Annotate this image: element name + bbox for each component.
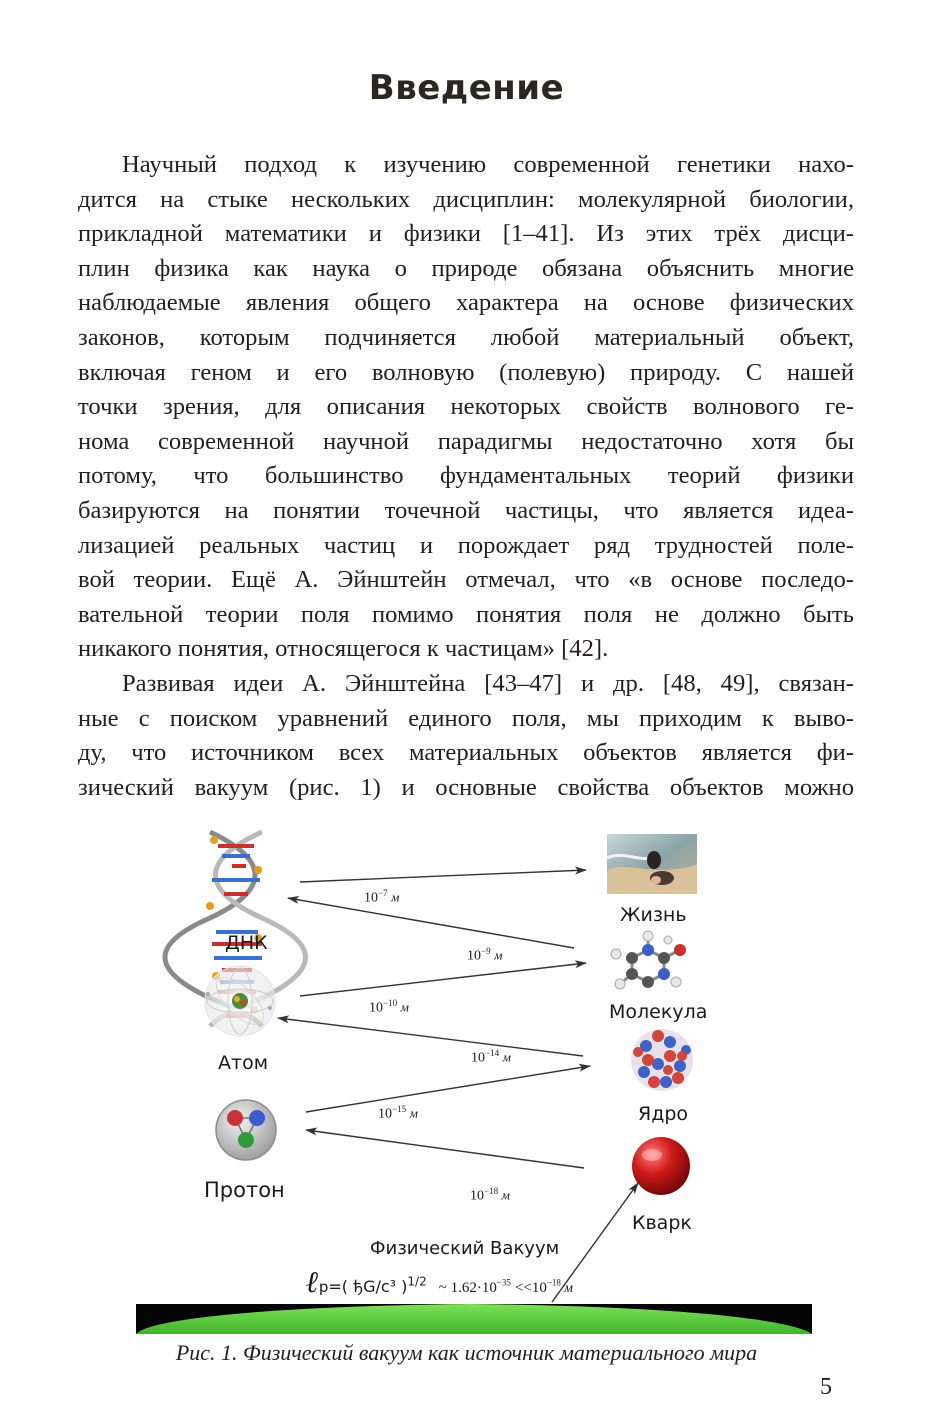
planck-subscript: p	[318, 1278, 329, 1296]
atom-icon	[205, 966, 275, 1036]
figure-diagram	[0, 820, 933, 1340]
text-line: ду, что источником всех материальных объектов является фи-	[78, 739, 854, 767]
figure-1	[0, 820, 933, 1340]
distance-label: $10^{-15}$ м	[378, 1104, 418, 1122]
figure-caption: Рис. 1. Физический вакуум как источник материального мира	[175, 1340, 758, 1365]
text-line: базируются на понятии точечной частицы, что является идеа-	[78, 496, 854, 524]
text-line: вательной теории поля помимо понятия поля не должно быть	[78, 600, 854, 628]
planck-unit: м	[563, 1281, 573, 1296]
distance-label: $10^{-7}$ м	[364, 888, 400, 906]
paragraph-1	[78, 148, 854, 667]
label-dna: ДНК	[225, 932, 268, 954]
distance-label: $10^{-14}$ м	[471, 1048, 511, 1066]
text-line: зический вакуум (рис. 1) и основные свойства объектов можно	[78, 773, 854, 801]
molecule-icon	[611, 931, 686, 989]
planck-length-formula	[306, 1266, 573, 1300]
page-heading: Введение	[368, 68, 565, 108]
proton-icon	[216, 1100, 276, 1160]
life-image-icon	[607, 834, 697, 894]
label-quark: Кварк	[632, 1212, 692, 1234]
planck-approx: ~ 1.62·10	[438, 1280, 497, 1296]
arrow-life-dna	[288, 898, 574, 948]
quark-icon	[632, 1137, 690, 1195]
label-molecule: Молекула	[609, 1001, 708, 1023]
planck-symbol: ℓ	[306, 1266, 319, 1299]
distance-label: $10^{-18}$ м	[470, 1186, 510, 1204]
text-line: Научный подход к изучению современной генетики нахо-	[122, 151, 854, 178]
paragraph-2	[78, 667, 854, 805]
label-proton: Протон	[204, 1178, 285, 1202]
arrow-molecule-atom	[278, 1018, 583, 1056]
planck-expression: =( ђG/c³ )	[328, 1277, 408, 1296]
distance-label: $10^{-9}$ м	[467, 946, 503, 964]
label-physical-vacuum: Физический Вакуум	[370, 1238, 560, 1259]
nucleus-icon	[631, 1029, 693, 1091]
planck-approx-exp: −35	[496, 1277, 511, 1288]
text-line: нома современной научной парадигмы недостаточно хотя бы	[78, 427, 854, 455]
text-line: включая геном и его волновую (полевую) природу. С нашей	[78, 358, 854, 386]
planck-power: 1/2	[407, 1274, 427, 1289]
text-line: точки зрения, для описания некоторых свойств волнового ге-	[78, 393, 854, 421]
text-line: наблюдаемые явления общего характера на основе физических	[78, 289, 854, 317]
page-number: 5	[820, 1374, 832, 1400]
text-line: вой теории. Ещё А. Эйнштейн отмечал, что «в основе последо-	[78, 566, 854, 594]
text-line: плин физика как наука о природе обязана объяснить многие	[78, 254, 854, 282]
arrow-nucleus-proton	[306, 1130, 584, 1168]
text-line: ные с поиском уравнений единого поля, мы приходим к выво-	[78, 704, 854, 732]
text-line: прикладной математики и физики [1–41]. Из этих трёх дисци-	[78, 220, 854, 248]
vacuum-band	[136, 1304, 812, 1334]
planck-compare-exp: −18	[546, 1277, 561, 1288]
text-line: Развивая идеи А. Эйнштейна [43–47] и др. [48, 49], связан-	[122, 669, 854, 697]
text-line: потому, что большинство фундаментальных теорий физики	[78, 462, 854, 490]
text-line: никакого понятия, относящегося к частицам» [42].	[78, 635, 609, 663]
arrow-atom-molecule	[300, 963, 586, 996]
text-line: лизацией реальных частиц и порождает ряд трудностей поле-	[78, 531, 854, 559]
arrow-proton-nucleus	[306, 1066, 590, 1112]
text-line: дится на стыке нескольких дисциплин: молекулярной биологии,	[78, 185, 854, 213]
label-atom: Атом	[218, 1052, 269, 1074]
planck-compare: <<10	[514, 1280, 547, 1296]
label-nucleus: Ядро	[638, 1103, 689, 1125]
label-life: Жизнь	[620, 904, 687, 926]
text-line: законов, которым подчиняется любой материальный объект,	[78, 323, 854, 351]
body-text	[78, 148, 854, 805]
arrow-dna-life	[300, 870, 586, 882]
distance-label: $10^{-10}$ м	[369, 998, 409, 1016]
